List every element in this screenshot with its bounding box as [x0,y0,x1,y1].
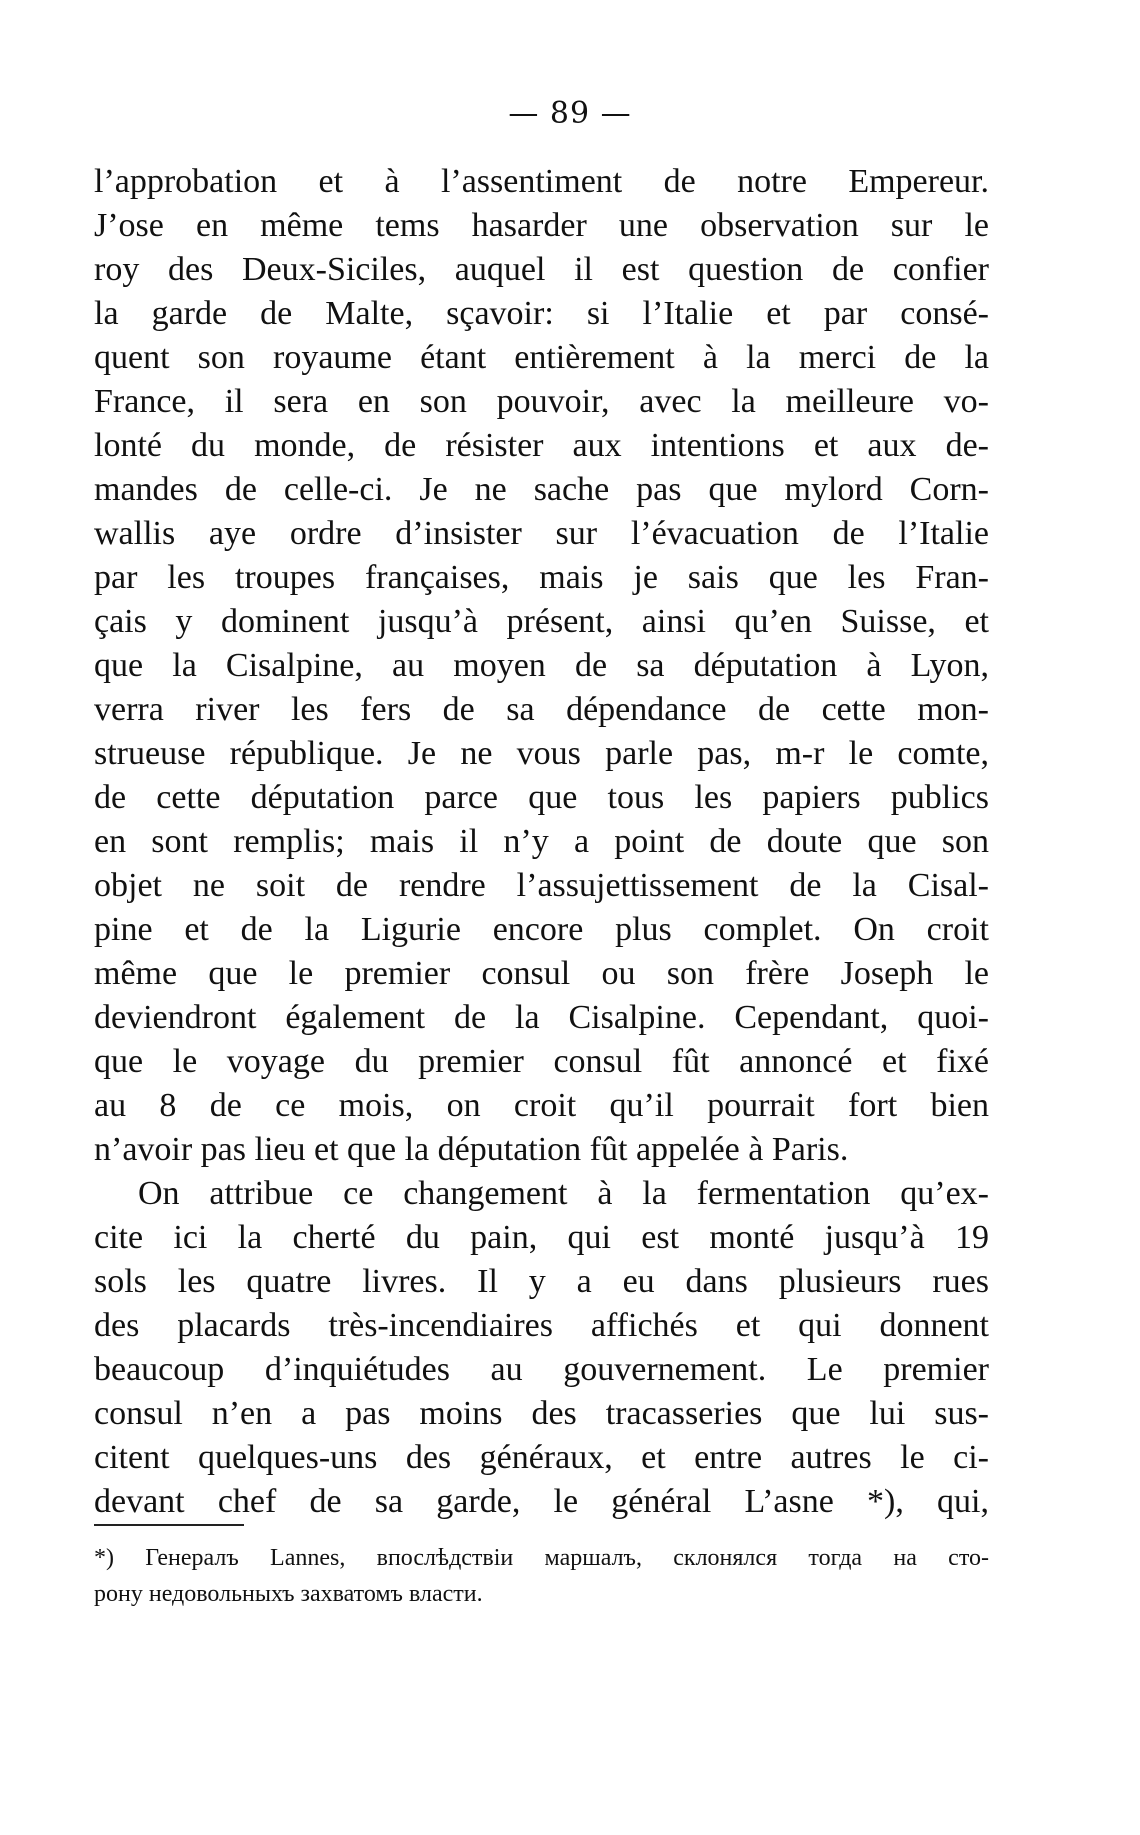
text-line: cite ici la cherté du pain, qui est monté jusqu’à 19 [94,1219,989,1256]
text-line: que le voyage du premier consul fût annoncé et fixé [94,1043,989,1080]
text-line: beaucoup d’inquiétudes au gouvernement. Le premier [94,1351,989,1388]
text-line: strueuse république. Je ne vous parle pas, m-r le comte, [94,735,989,772]
text-line: consul n’en a pas moins des tracasseries que lui sus- [94,1395,989,1432]
text-line: wallis aye ordre d’insister sur l’évacuation de l’Italie [94,515,989,552]
text-line: objet ne soit de rendre l’assujettissement de la Cisal- [94,867,989,904]
text-line: que la Cisalpine, au moyen de sa députation à Lyon, [94,647,989,684]
text-line: çais y dominent jusqu’à présent, ainsi qu’en Suisse, et [94,603,989,640]
text-line: roy des Deux-Siciles, auquel il est question de confier [94,251,989,288]
text-line: J’ose en même tems hasarder une observation sur le [94,207,989,244]
text-line: France, il sera en son pouvoir, avec la meilleure vo- [94,383,989,420]
body-text [94,160,989,1524]
text-line: quent son royaume étant entièrement à la merci de la [94,339,989,376]
text-line: au 8 de ce mois, on croit qu’il pourrait fort bien [94,1087,989,1124]
text-line: de cette députation parce que tous les papiers publics [94,779,989,816]
footnote-divider [94,1524,244,1526]
footnote [94,1540,989,1612]
text-line: des placards très-incendiaires affichés et qui donnent [94,1307,989,1344]
footnote-line: рону недовольныхъ захватомъ власти. [94,1581,483,1607]
text-line: par les troupes françaises, mais je sais que les Fran- [94,559,989,596]
text-line: devant chef de sa garde, le général L’asne *), qui, [94,1483,989,1520]
text-line: l’approbation et à l’assentiment de notre Empereur. [94,163,989,200]
text-line: verra river les fers de sa dépendance de cette mon- [94,691,989,728]
text-line: deviendront également de la Cisalpine. Cependant, quoi- [94,999,989,1036]
footnote-line: *) Генералъ Lannes, впослѣдствіи маршалъ, склонялся тогда на сто- [94,1545,989,1571]
text-line: n’avoir pas lieu et que la députation fût appelée à Paris. [94,1131,849,1168]
text-line: pine et de la Ligurie encore plus complet. On croit [94,911,989,948]
text-line: la garde de Malte, sçavoir: si l’Italie et par consé- [94,295,989,332]
text-line: en sont remplis; mais il n’y a point de doute que son [94,823,989,860]
text-line: On attribue ce changement à la fermentation qu’ex- [138,1175,989,1212]
text-line: sols les quatre livres. Il y a eu dans plusieurs rues [94,1263,989,1300]
text-line: mandes de celle-ci. Je ne sache pas que mylord Corn- [94,471,989,508]
text-line: citent quelques-uns des généraux, et entre autres le ci- [94,1439,989,1476]
page-number: — 89 — [508,96,632,131]
text-line: même que le premier consul ou son frère Joseph le [94,955,989,992]
text-line: lonté du monde, de résister aux intentions et aux de- [94,427,989,464]
